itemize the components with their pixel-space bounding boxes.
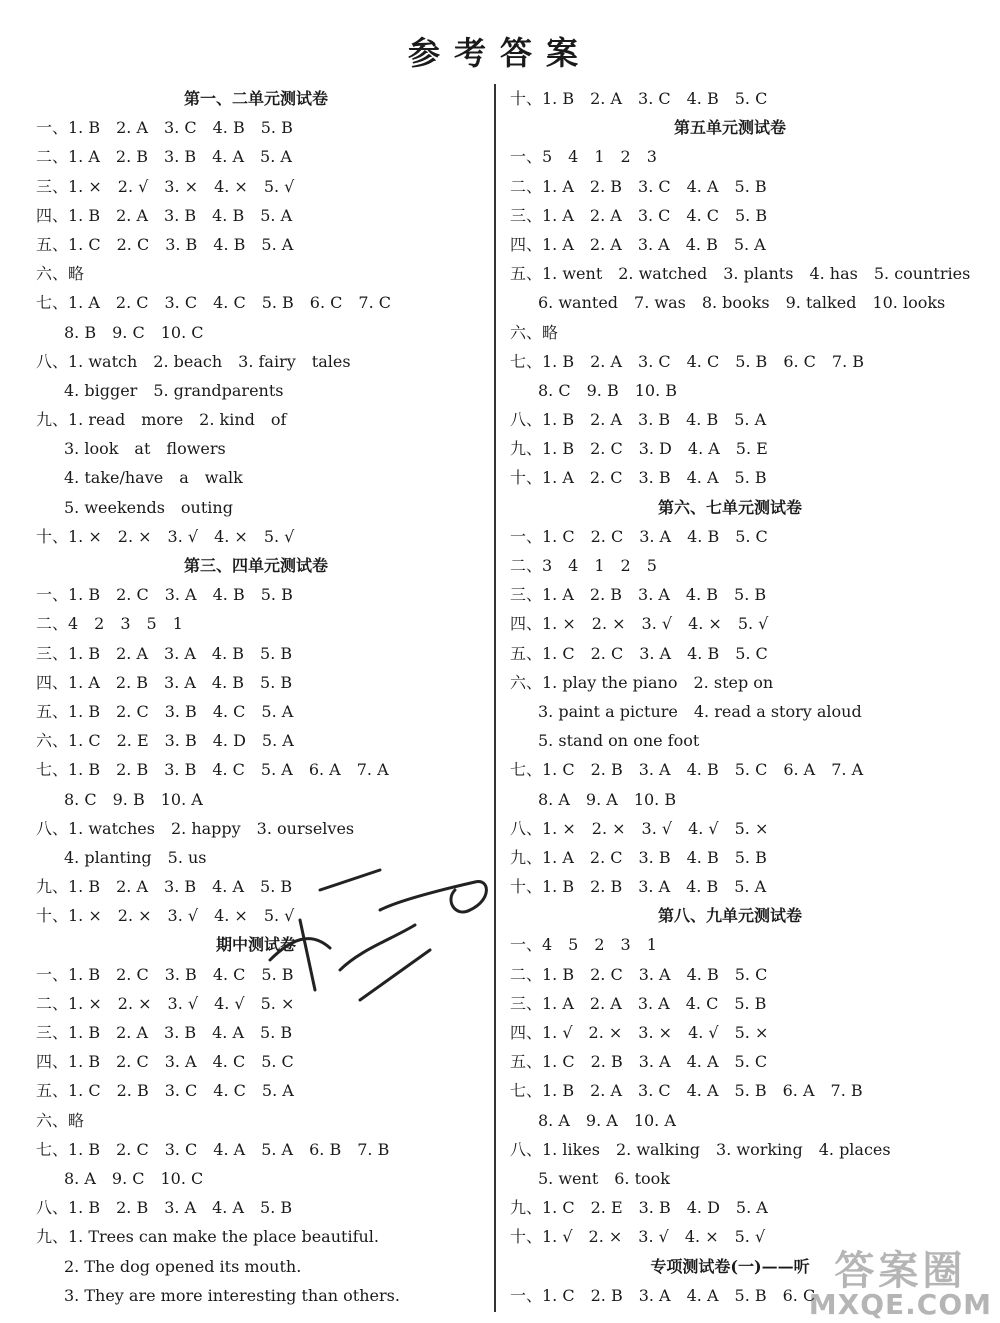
answer-line: 八、1. B 2. B 3. A 4. A 5. B: [36, 1198, 293, 1218]
answer-line: 四、1. B 2. C 3. A 4. C 5. C: [36, 1052, 294, 1072]
answer-line: 七、1. B 2. A 3. C 4. A 5. B 6. A 7. B: [510, 1081, 863, 1101]
answer-line: 八、1. B 2. A 3. B 4. B 5. A: [510, 410, 767, 430]
answer-line: 九、1. B 2. A 3. B 4. A 5. B: [36, 877, 293, 897]
section-heading: 专项测试卷(一)——听: [650, 1256, 810, 1276]
answer-line: 4. take/have a walk: [64, 468, 243, 488]
answer-line: 一、5 4 1 2 3: [510, 147, 657, 167]
answer-line: 一、1. B 2. C 3. A 4. B 5. B: [36, 585, 293, 605]
answer-line: 三、1. A 2. A 3. A 4. C 5. B: [510, 993, 767, 1013]
answer-line: 九、1. B 2. C 3. D 4. A 5. E: [510, 439, 768, 459]
column-divider: [494, 84, 496, 1312]
answer-line: 五、1. went 2. watched 3. plants 4. has 5. countries: [510, 264, 971, 284]
answer-line: 三、1. B 2. A 3. B 4. A 5. B: [36, 1023, 293, 1042]
answer-line: 七、1. B 2. A 3. C 4. C 5. B 6. C 7. B: [510, 351, 865, 371]
answer-line: 四、1. × 2. × 3. √ 4. × 5. √: [510, 614, 769, 634]
answer-line: 二、4 2 3 5 1: [36, 614, 183, 634]
answer-line: 5. stand on one foot: [538, 731, 700, 751]
answer-line: 八、1. × 2. × 3. √ 4. √ 5. ×: [510, 818, 769, 838]
answer-line: 六、1. play the piano 2. step on: [510, 672, 774, 692]
answer-line: 2. The dog opened its mouth.: [64, 1256, 302, 1276]
answer-line: 二、1. B 2. C 3. A 4. B 5. C: [510, 964, 768, 984]
section-heading: 第八、九单元测试卷: [657, 906, 802, 926]
left-column: [36, 84, 476, 1310]
answer-line: 8. A 9. A 10. B: [538, 789, 677, 809]
answer-line: 8. B 9. C 10. C: [64, 322, 204, 342]
answer-line: 十、1. √ 2. × 3. √ 4. × 5. √: [510, 1227, 766, 1247]
answer-line: 一、1. C 2. C 3. A 4. B 5. C: [510, 526, 768, 546]
answer-line: 四、1. √ 2. × 3. × 4. √ 5. ×: [510, 1023, 769, 1042]
answer-line: 三、1. B 2. A 3. A 4. B 5. B: [36, 643, 293, 663]
answer-line: 四、1. B 2. A 3. B 4. B 5. A: [36, 205, 293, 225]
answer-line: 六、1. C 2. E 3. B 4. D 5. A: [36, 731, 294, 751]
answer-line: 3. paint a picture 4. read a story aloud: [538, 701, 862, 721]
answer-line: 九、1. C 2. E 3. B 4. D 5. A: [510, 1198, 768, 1218]
answer-line: 8. A 9. A 10. A: [538, 1110, 676, 1130]
answer-line: 5. went 6. took: [538, 1168, 670, 1188]
answer-line: 十、1. B 2. B 3. A 4. B 5. A: [510, 877, 767, 897]
watermark-en: MXQE.COM: [808, 1288, 992, 1321]
section-heading: 第三、四单元测试卷: [183, 556, 328, 575]
answer-line: 七、1. B 2. B 3. B 4. C 5. A 6. A 7. A: [36, 760, 389, 780]
answer-line: 4. planting 5. us: [64, 847, 207, 867]
answer-line: 四、1. A 2. A 3. A 4. B 5. A: [510, 234, 766, 254]
section-heading: 第六、七单元测试卷: [657, 497, 802, 517]
answer-line: 一、1. B 2. C 3. B 4. C 5. B: [36, 964, 294, 984]
answer-line: 七、1. C 2. B 3. A 4. B 5. C 6. A 7. A: [510, 760, 864, 780]
answer-line: 八、1. watch 2. beach 3. fairy tales: [36, 351, 351, 371]
answer-line: 六、略: [36, 1110, 85, 1130]
answer-line: 四、1. A 2. B 3. A 4. B 5. B: [36, 672, 293, 692]
answer-line: 5. weekends outing: [64, 497, 233, 517]
answer-line: 二、1. A 2. B 3. B 4. A 5. A: [36, 147, 292, 167]
answer-line: 8. A 9. C 10. C: [64, 1168, 204, 1188]
answer-line: 九、1. Trees can make the place beautiful.: [36, 1227, 379, 1247]
answer-line: 二、3 4 1 2 5: [510, 556, 657, 575]
answer-line: 十、1. × 2. × 3. √ 4. × 5. √: [36, 906, 295, 926]
answer-line: 九、1. A 2. C 3. B 4. B 5. B: [510, 847, 767, 867]
answer-line: 8. C 9. B 10. A: [64, 789, 203, 809]
handwritten-signature: [240, 830, 500, 1020]
answer-line: 三、1. A 2. A 3. C 4. C 5. B: [510, 205, 768, 225]
answer-line: 十、1. A 2. C 3. B 4. A 5. B: [510, 468, 767, 488]
answer-line: 4. bigger 5. grandparents: [64, 380, 284, 400]
answer-line: 一、1. B 2. A 3. C 4. B 5. B: [36, 118, 293, 138]
answer-line: 三、1. × 2. √ 3. × 4. × 5. √: [36, 176, 295, 196]
answer-line: 8. C 9. B 10. B: [538, 380, 677, 400]
section-heading: 第五单元测试卷: [673, 118, 786, 138]
site-watermark: [808, 1248, 992, 1321]
answer-line: 七、1. A 2. C 3. C 4. C 5. B 6. C 7. C: [36, 293, 391, 313]
answer-line: 六、略: [510, 322, 559, 342]
answer-line: 八、1. likes 2. walking 3. working 4. places: [510, 1139, 891, 1159]
answer-line: 3. look at flowers: [64, 439, 226, 459]
answer-line: 十、1. B 2. A 3. C 4. B 5. C: [510, 89, 768, 108]
answer-line: 五、1. B 2. C 3. B 4. C 5. A: [36, 701, 294, 721]
right-column: [510, 84, 971, 1310]
answer-line: 十、1. × 2. × 3. √ 4. × 5. √: [36, 526, 295, 546]
answer-line: 六、略: [36, 264, 85, 284]
answer-line: 五、1. C 2. B 3. C 4. C 5. A: [36, 1081, 294, 1101]
answer-line: 七、1. B 2. C 3. C 4. A 5. A 6. B 7. B: [36, 1139, 390, 1159]
answer-line: 3. They are more interesting than others.: [64, 1285, 400, 1305]
answer-line: 五、1. C 2. B 3. A 4. A 5. C: [510, 1052, 768, 1072]
answer-line: 九、1. read more 2. kind of: [36, 410, 287, 430]
answer-line: 一、1. C 2. B 3. A 4. A 5. B 6. C: [510, 1285, 816, 1305]
answer-line: 五、1. C 2. C 3. A 4. B 5. C: [510, 643, 768, 663]
answer-line: 八、1. watches 2. happy 3. ourselves: [36, 818, 355, 838]
answer-line: 五、1. C 2. C 3. B 4. B 5. A: [36, 234, 294, 254]
answer-line: 三、1. A 2. B 3. A 4. B 5. B: [510, 585, 767, 605]
watermark-cn: 答案圈: [834, 1248, 967, 1294]
section-heading: 第一、二单元测试卷: [183, 89, 328, 108]
page-title: 参考答案: [407, 34, 592, 72]
answer-line: 一、4 5 2 3 1: [510, 935, 657, 955]
section-heading: 期中测试卷: [215, 935, 296, 955]
answer-line: 二、1. A 2. B 3. C 4. A 5. B: [510, 176, 767, 196]
answer-line: 6. wanted 7. was 8. books 9. talked 10. looks: [538, 293, 946, 313]
answer-line: 二、1. × 2. × 3. √ 4. √ 5. ×: [36, 993, 295, 1013]
